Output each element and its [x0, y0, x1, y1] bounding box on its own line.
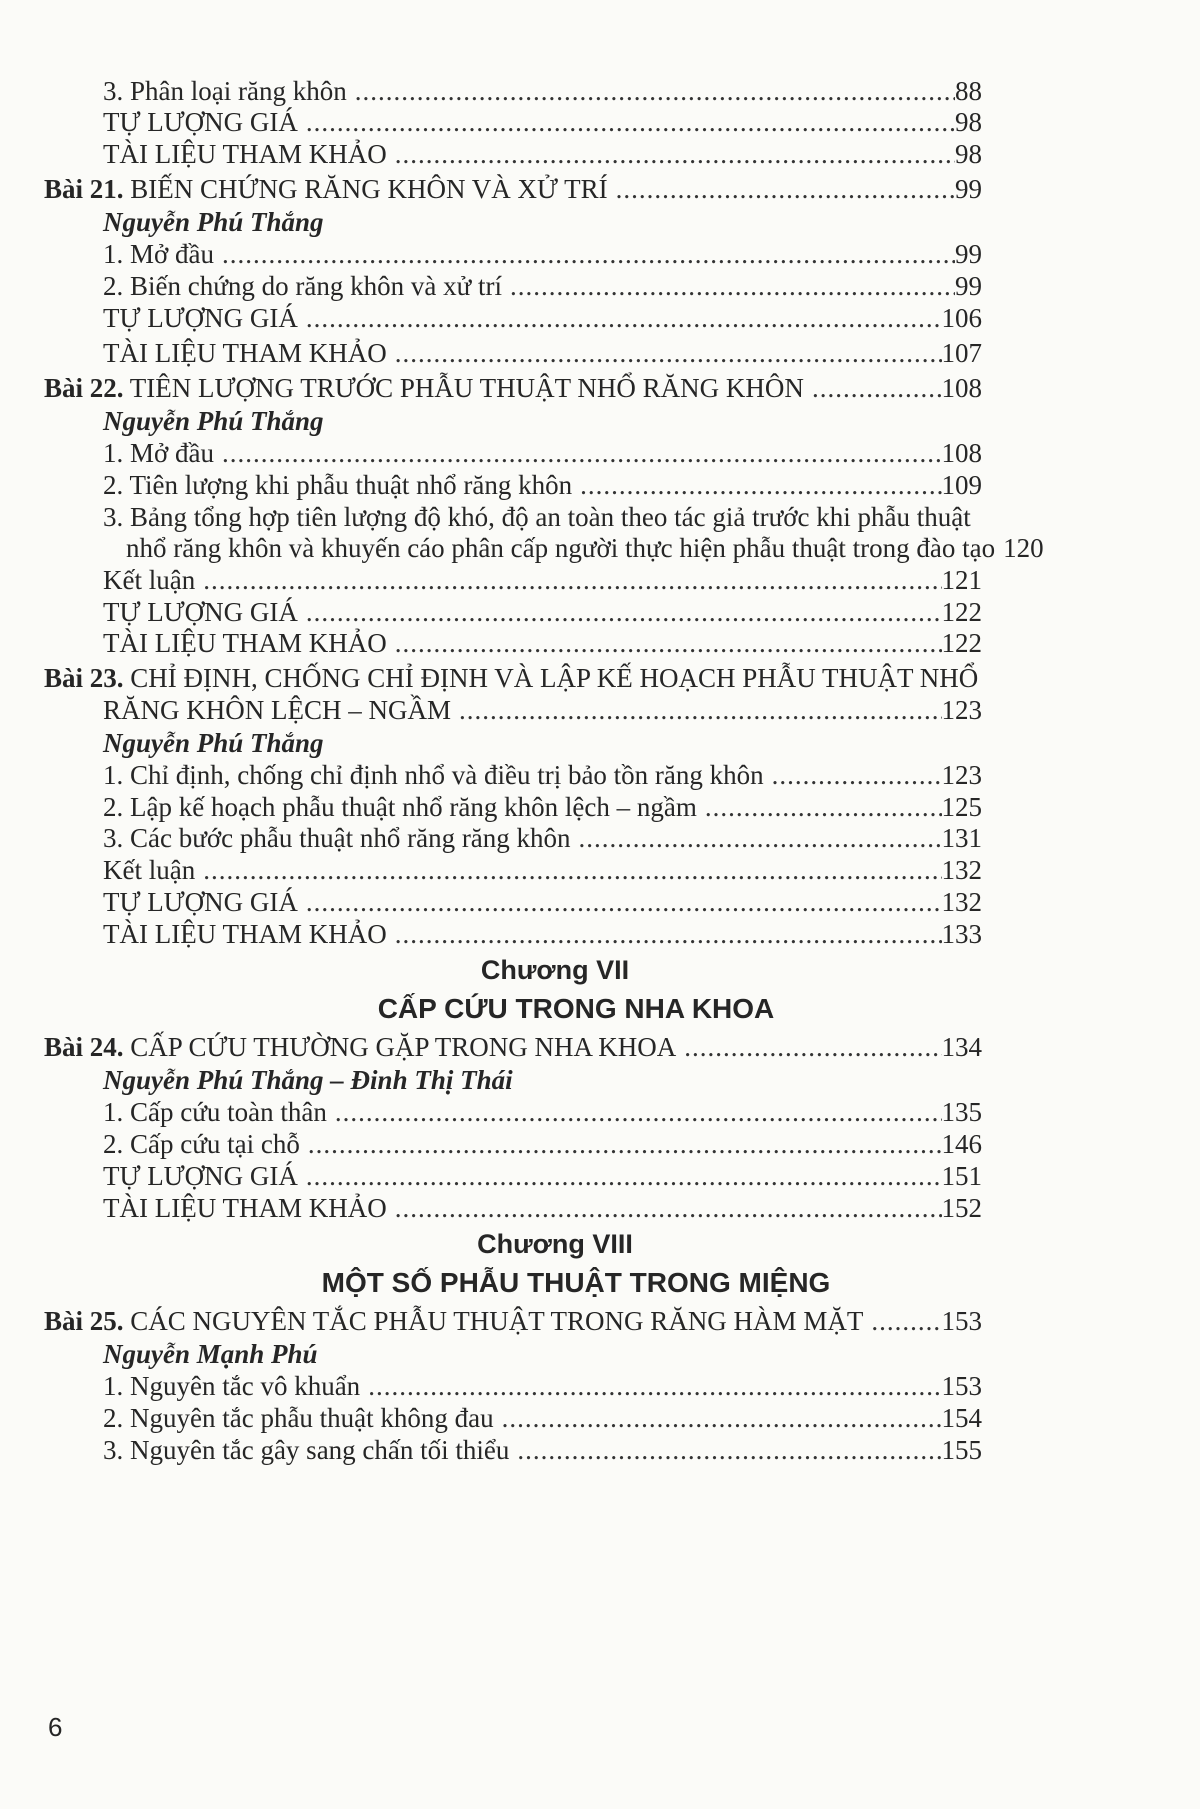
toc-page-number: 107 [941, 338, 982, 368]
lesson-title: CÁC NGUYÊN TẮC PHẪU THUẬT TRONG RĂNG HÀM MẶT [130, 1306, 864, 1336]
toc-page-number: 98 [955, 107, 982, 137]
chapter-title: CẤP CỨU TRONG NHA KHOA [377, 993, 775, 1024]
toc-entry [0, 1431, 1200, 1469]
lesson-author: Nguyễn Phú Thắng [103, 406, 324, 436]
toc-page-number: 99 [955, 174, 982, 204]
toc-page-number: 131 [941, 823, 982, 853]
toc-page-number: 155 [941, 1435, 982, 1465]
toc-entry-label: 2. Biến chứng do răng khôn và xử trí [103, 271, 502, 301]
toc-page-number: 146 [941, 1129, 982, 1159]
toc-page-number: 123 [941, 695, 982, 725]
lesson-author: Nguyễn Phú Thắng [103, 728, 324, 758]
chapter-number: Chương VIII [477, 1229, 633, 1259]
dot-leader [306, 299, 942, 337]
dot-leader [517, 1431, 941, 1469]
lesson-title: CẤP CỨU THƯỜNG GẶP TRONG NHA KHOA [130, 1032, 677, 1062]
lesson-title: CHỈ ĐỊNH, CHỐNG CHỈ ĐỊNH VÀ LẬP KẾ HOẠCH PHẪU THUẬT NHỔ [130, 663, 979, 693]
toc-page-number: 153 [941, 1306, 982, 1336]
lesson-number: Bài 23. [44, 663, 124, 693]
lesson-title: TIÊN LƯỢNG TRƯỚC PHẪU THUẬT NHỔ RĂNG KHÔN [129, 373, 804, 403]
toc-entry [0, 915, 1200, 953]
lesson-number: Bài 22. [44, 373, 124, 403]
page-number: 6 [48, 1712, 63, 1742]
toc-page-number: 132 [941, 887, 982, 917]
toc-entry-label: 1. Cấp cứu toàn thân [103, 1097, 327, 1127]
toc-entry-label: 3. Bảng tổng hợp tiên lượng độ khó, độ an toàn theo tác giả trước khi phẫu thuật [103, 502, 971, 532]
toc-entry-label: TỰ LƯỢNG GIÁ [103, 303, 298, 333]
lesson-author: Nguyễn Phú Thắng [103, 207, 324, 237]
toc-page-number: 152 [941, 1193, 982, 1223]
dot-leader [395, 915, 942, 953]
toc-entry [0, 135, 1200, 173]
toc-page-number: 153 [941, 1371, 982, 1401]
toc-page-number: 99 [955, 239, 982, 269]
toc-entry-label: 2. Lập kế hoạch phẫu thuật nhổ răng khôn lệch – ngầm [103, 792, 697, 822]
toc-entry [0, 1189, 1200, 1227]
toc-page-number: 151 [941, 1161, 982, 1191]
toc-page-number: 99 [955, 271, 982, 301]
toc-entry [0, 299, 1200, 337]
toc-page-number: 108 [941, 373, 982, 403]
toc-entry-label: TỰ LƯỢNG GIÁ [103, 107, 298, 137]
toc-entry-label: Kết luận [103, 855, 196, 885]
toc-entry-label: TÀI LIỆU THAM KHẢO [103, 139, 387, 169]
toc-entry [0, 334, 1200, 372]
lesson-author: Nguyễn Mạnh Phú [103, 1339, 318, 1369]
toc-entry-label: 3. Các bước phẫu thuật nhổ răng răng khôn [103, 823, 571, 853]
toc-entry-label: 1. Mở đầu [103, 239, 215, 269]
lesson-number: Bài 24. [44, 1032, 124, 1062]
dot-leader [395, 135, 955, 173]
toc-entry-label: Kết luận [103, 565, 196, 595]
toc-entry-label: 3. Phân loại răng khôn [103, 76, 347, 106]
toc-entry-label: 1. Chỉ định, chống chỉ định nhổ và điều trị bảo tồn răng khôn [103, 760, 764, 790]
lesson-title: BIẾN CHỨNG RĂNG KHÔN VÀ XỬ TRÍ [130, 174, 608, 204]
toc-page-number: 108 [941, 438, 982, 468]
toc-page-number: 135 [941, 1097, 982, 1127]
toc-entry-label: 2. Nguyên tắc phẫu thuật không đau [103, 1403, 494, 1433]
toc-page-number: 106 [941, 303, 982, 333]
toc-page-number: 122 [941, 597, 982, 627]
toc-page-number: 98 [955, 139, 982, 169]
toc-page-number: 154 [941, 1403, 982, 1433]
toc-entry-label: TÀI LIỆU THAM KHẢO [103, 338, 387, 368]
toc-page-number: 134 [941, 1032, 982, 1062]
toc-page-number: 88 [955, 76, 982, 106]
toc-entry-label: TÀI LIỆU THAM KHẢO [103, 628, 387, 658]
toc-entry-label: TỰ LƯỢNG GIÁ [103, 1161, 298, 1191]
toc-page-number: 122 [941, 628, 982, 658]
toc-page-number: 133 [941, 919, 982, 949]
toc-page-number: 109 [941, 470, 982, 500]
toc-entry-label: 2. Cấp cứu tại chỗ [103, 1129, 300, 1159]
chapter-number: Chương VII [480, 955, 630, 985]
toc-entry-label: TÀI LIỆU THAM KHẢO [103, 1193, 387, 1223]
toc-entry-label: 1. Mở đầu [103, 438, 215, 468]
lesson-author: Nguyễn Phú Thắng – Đinh Thị Thái [103, 1065, 513, 1095]
lesson-number: Bài 25. [44, 1306, 124, 1336]
toc-page-number: 121 [941, 565, 982, 595]
toc-entry-label: TỰ LƯỢNG GIÁ [103, 887, 298, 917]
chapter-title: MỘT SỐ PHẪU THUẬT TRONG MIỆNG [321, 1267, 831, 1298]
dot-leader [395, 624, 942, 662]
lesson-number: Bài 21. [44, 174, 124, 204]
toc-page-number: 132 [941, 855, 982, 885]
toc-entry-label: 2. Tiên lượng khi phẫu thuật nhổ răng khôn [103, 470, 573, 500]
toc-entry-label: TÀI LIỆU THAM KHẢO [103, 919, 387, 949]
toc-entry-label: 3. Nguyên tắc gây sang chấn tối thiểu [103, 1435, 510, 1465]
toc-page-number: 125 [941, 792, 982, 822]
dot-leader [395, 1189, 942, 1227]
toc-page-number: 120 [1003, 533, 1044, 563]
dot-leader [395, 334, 942, 372]
toc-entry-label: nhổ răng khôn và khuyến cáo phân cấp người thực hiện phẫu thuật trong đào tạo [126, 533, 996, 563]
toc-page-number: 123 [941, 760, 982, 790]
toc-entry [0, 624, 1200, 662]
toc-entry-label: TỰ LƯỢNG GIÁ [103, 597, 298, 627]
toc-entry-label: 1. Nguyên tắc vô khuẩn [103, 1371, 361, 1401]
lesson-title: RĂNG KHÔN LỆCH – NGẦM [103, 695, 451, 725]
